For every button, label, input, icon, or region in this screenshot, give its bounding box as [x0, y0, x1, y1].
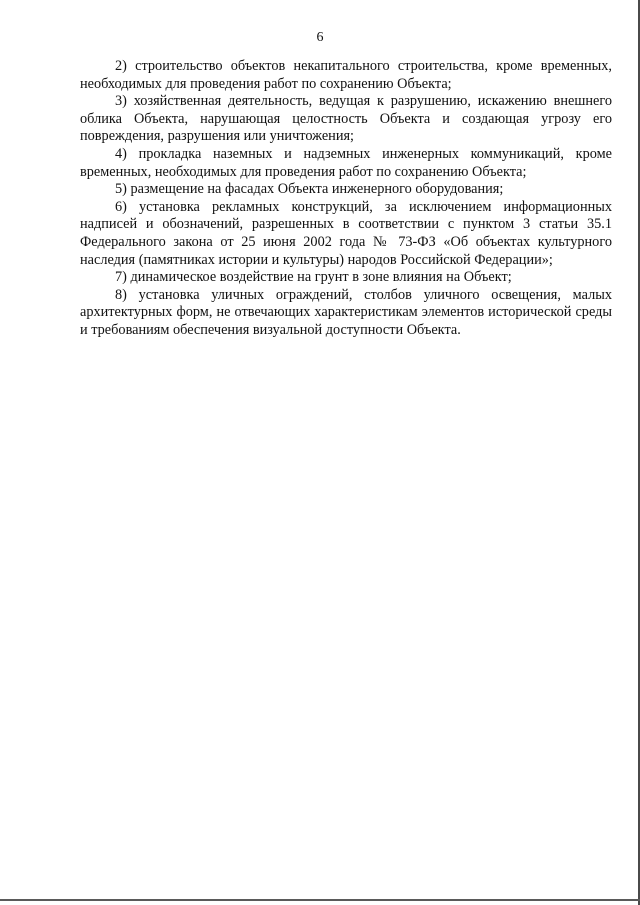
list-item-6: 6) установка рекламных конструкций, за исключением информационных надписей и обозначений, разрешенных в соответствии с пунктом 3 статьи 35.1 Федерального закона от 25 июня 2002 года № 73-ФЗ «Об объектах культурного наследия (памятниках истории и культуры) народов Российской Федерации»;: [80, 198, 612, 268]
list-item-7: 7) динамическое воздействие на грунт в зоне влияния на Объект;: [115, 269, 512, 286]
document-body: [80, 58, 612, 340]
page-number: 6: [316, 30, 324, 45]
list-item-4: 4) прокладка наземных и надземных инженерных коммуникаций, кроме временных, необходимых для проведения работ по сохранению Объекта;: [80, 145, 612, 180]
list-item-2: 2) строительство объектов некапитального строительства, кроме временных, необходимых для проведения работ по сохранению Объекта;: [80, 58, 612, 92]
list-item-5: 5) размещение на фасадах Объекта инженерного оборудования;: [115, 181, 504, 198]
list-item-3: 3) хозяйственная деятельность, ведущая к разрушению, искажению внешнего облика Объекта, нарушающая целостность Объекта и создающая угрозу его повреждения, разрушения или уничтожения;: [80, 93, 612, 145]
page-bottom-edge: [0, 899, 640, 901]
list-item-8: 8) установка уличных ограждений, столбов уличного освещения, малых архитектурных форм, не отвечающих характеристикам элементов исторической среды и требованиям обеспечения визуальной доступности Объекта.: [80, 286, 612, 338]
